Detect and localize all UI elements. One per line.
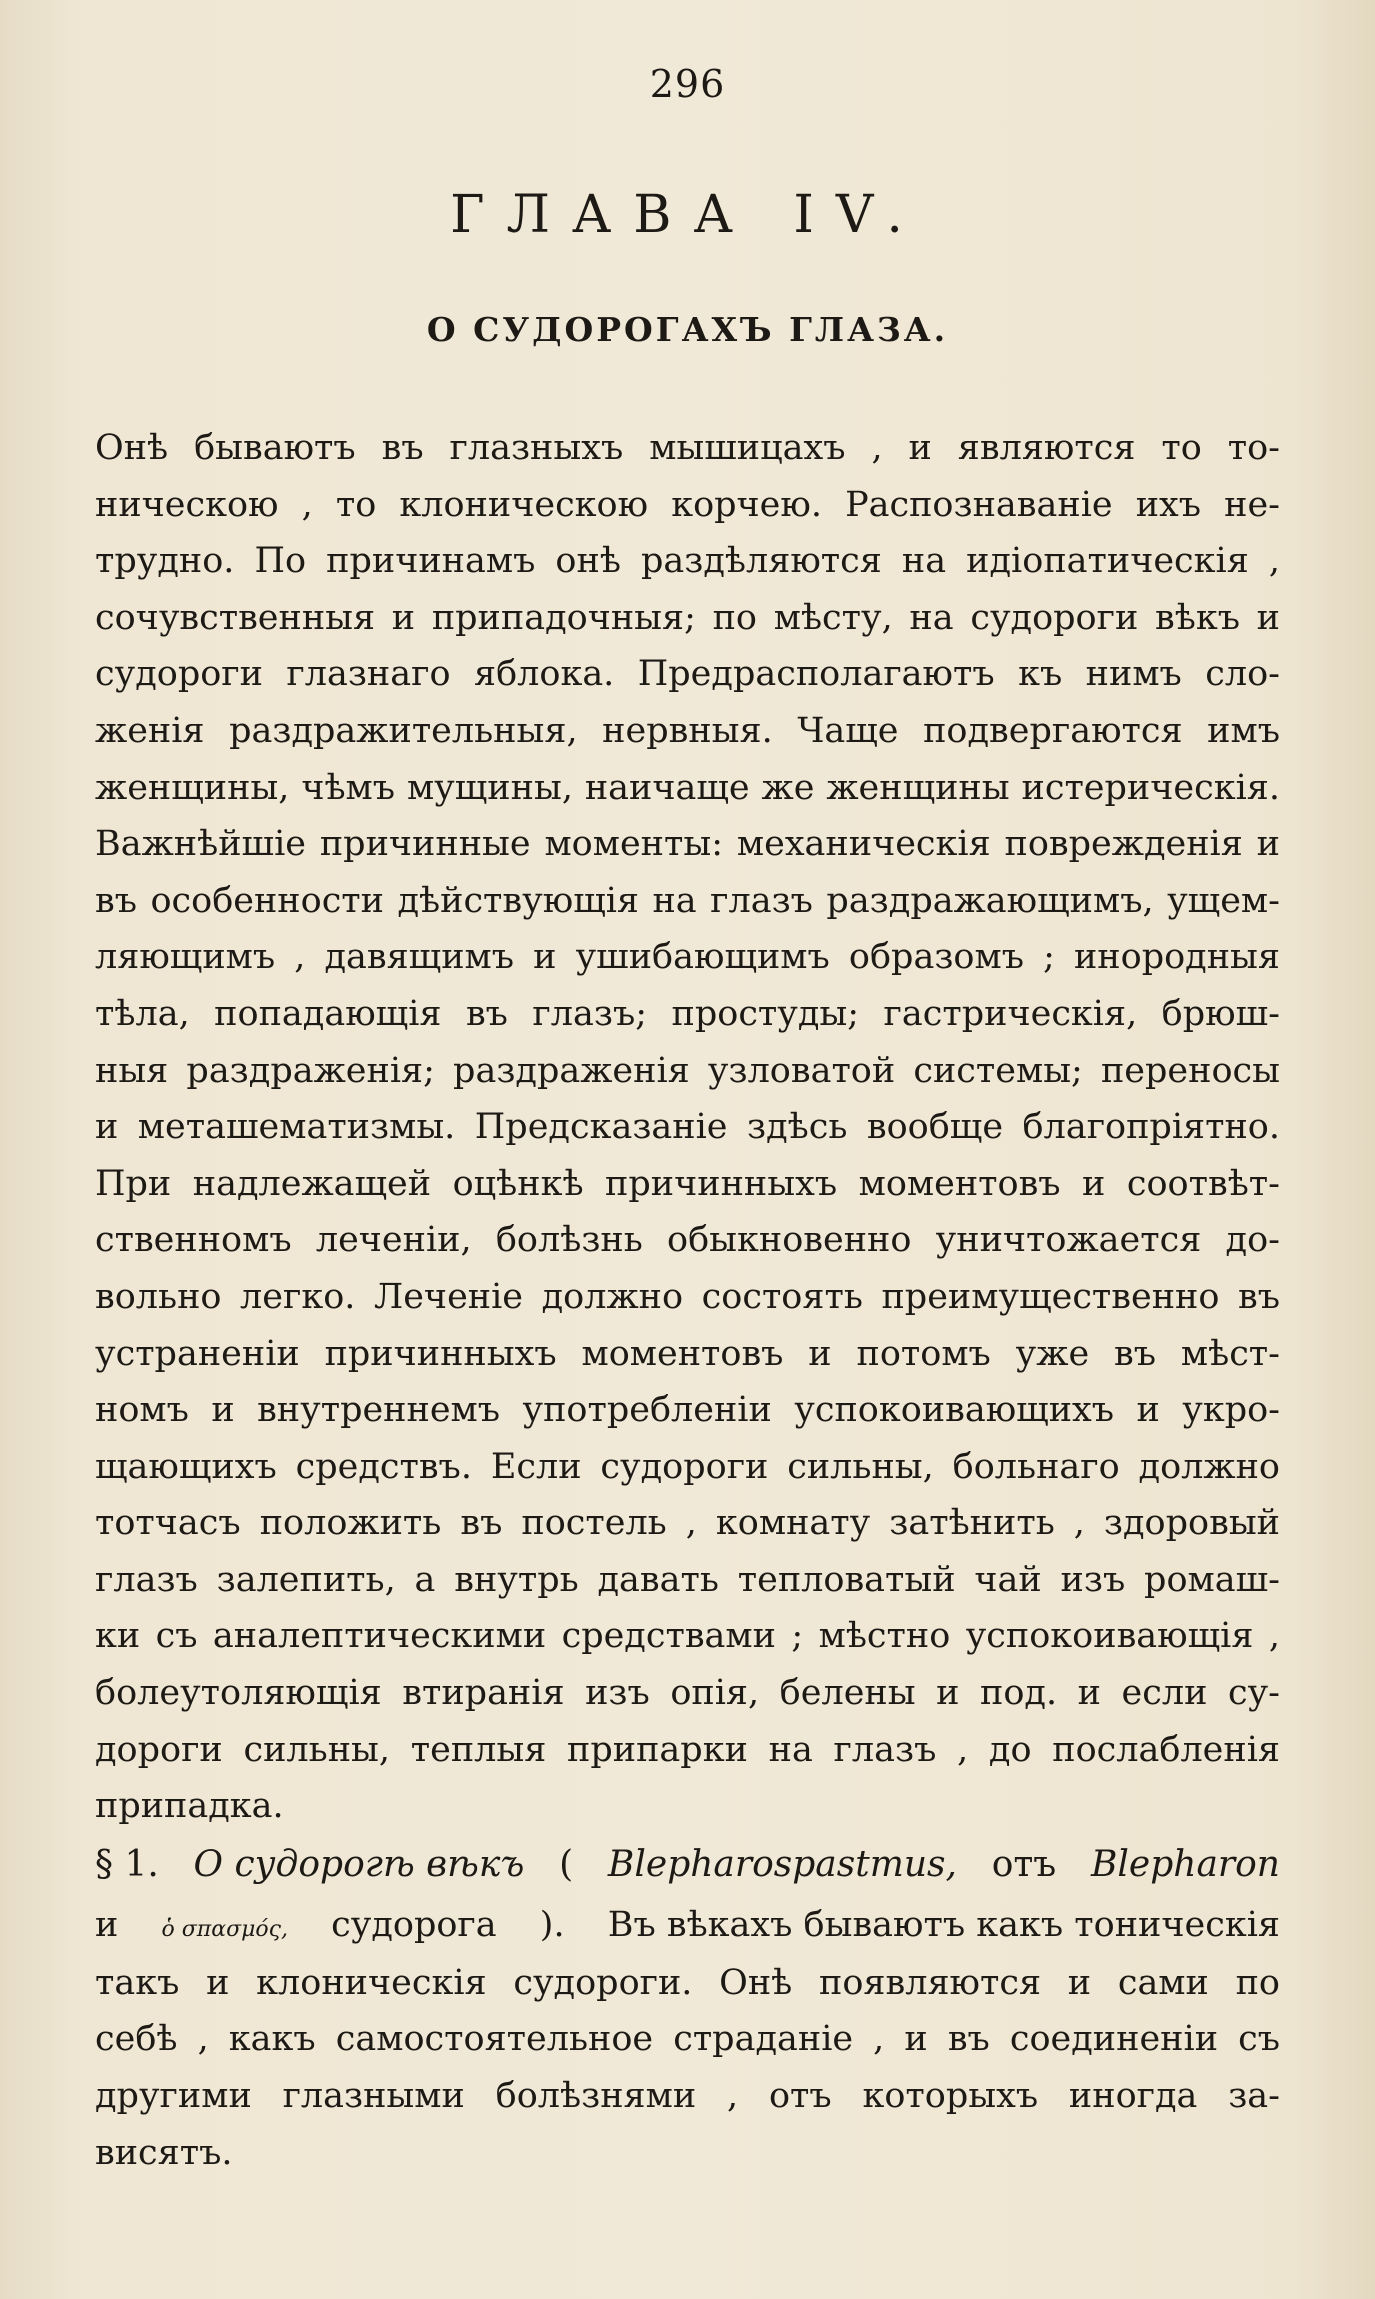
- text-line: такъ и клоническія судороги. Онѣ появляются и сами по: [95, 1962, 1280, 2003]
- section-title: О СУДОРОГАХЪ ГЛАЗА.: [426, 310, 949, 349]
- text-line: дороги сильны, теплыя припарки на глазъ , до послабленія: [95, 1729, 1280, 1770]
- text-line: ственномъ леченіи, болѣзнь обыкновенно уничтожается до-: [95, 1220, 1280, 1261]
- text-line: судороги глазнаго яблока. Предрасполагаютъ къ нимъ сло-: [95, 654, 1280, 695]
- paren-open: (: [559, 1843, 574, 1885]
- text-line: женщины, чѣмъ мущины, наичаще же женщины истерическія.: [95, 767, 1280, 808]
- text-line: устраненіи причинныхъ моментовъ и потомъ уже въ мѣст-: [95, 1333, 1280, 1374]
- latin-root: Blepharon: [1090, 1843, 1280, 1885]
- text-line: припадка.: [95, 1786, 284, 1827]
- text-line: ническою , то клоническою корчею. Распознаваніе ихъ не-: [95, 484, 1280, 525]
- latin-term: Blepharospastmus,: [607, 1843, 957, 1885]
- section-marker: § 1.: [95, 1843, 159, 1885]
- text-line: Онѣ бываютъ въ глазныхъ мышицахъ , и являются то то-: [95, 428, 1280, 468]
- text-line: тотчасъ положить въ постель , комнату затѣнить , здоровый: [95, 1503, 1280, 1544]
- text-line: въ особенности дѣйствующія на глазъ раздражающимъ, ущем-: [95, 880, 1280, 921]
- text-line: ляющимъ , давящимъ и ушибающимъ образомъ ; инородныя: [95, 937, 1280, 978]
- text-line: глазъ залепить, а внутрь давать тепловатый чай изъ ромаш-: [95, 1559, 1280, 1600]
- text-line: вольно легко. Леченіе должно состоять преимущественно въ: [95, 1276, 1280, 1317]
- text-line: ныя раздраженія; раздраженія узловатой системы; переносы: [95, 1050, 1280, 1091]
- and-word: и: [95, 1904, 119, 1945]
- text-line: щающихъ средствъ. Если судороги сильны, больнаго должно: [95, 1446, 1280, 1487]
- greek-word: ὁ σπασμός,: [161, 1916, 288, 1942]
- chapter-title: ГЛАВА IV.: [450, 185, 925, 245]
- text-line: висятъ.: [95, 2132, 233, 2173]
- text-line: При надлежащей оцѣнкѣ причинныхъ моментовъ и соотвѣт-: [95, 1163, 1280, 1204]
- from-word: отъ: [991, 1843, 1057, 1885]
- text-line: номъ и внутреннемъ употребленіи успокоивающихъ и укро-: [95, 1390, 1280, 1431]
- text-line: тѣла, попадающія въ глазъ; простуды; гастрическія, брюш-: [95, 993, 1280, 1034]
- greek-meaning: судорога: [331, 1904, 497, 1945]
- text-line: трудно. По причинамъ онѣ раздѣляются на идіопатическія ,: [95, 541, 1280, 582]
- text-line: ки съ аналептическими средствами ; мѣстно успокоивающія ,: [95, 1616, 1280, 1657]
- section-1-text: [95, 1955, 1280, 2181]
- page-number: 296: [649, 62, 726, 106]
- paren-close: ).: [539, 1904, 565, 1945]
- text-line: другими глазными болѣзнями , отъ которыхъ иногда за-: [95, 2076, 1280, 2117]
- text-line: болеутоляющія втиранія изъ опія, белены и под. и если су-: [95, 1673, 1280, 1714]
- section-1-heading-line: [95, 1835, 1280, 1895]
- section-1-line-2: [95, 1895, 1280, 1955]
- text-line: женія раздражительныя, нервныя. Чаще подвергаются имъ: [95, 710, 1280, 751]
- section-heading: О судорогѣ вѣкъ: [193, 1843, 525, 1885]
- text-line: Важнѣйшіе причинные моменты: механическія поврежденія и: [95, 824, 1280, 865]
- text-line: себѣ , какъ самостоятельное страданіе , и въ соединеніи съ: [95, 2019, 1280, 2060]
- paragraph-1: [95, 420, 1280, 1835]
- text-line: сочувственныя и припадочныя; по мѣсту, на судороги вѣкъ и: [95, 597, 1280, 638]
- line2-rest: Въ вѣкахъ бываютъ какъ тоническія: [607, 1904, 1280, 1945]
- text-line: и меташематизмы. Предсказаніе здѣсь вообще благопріятно.: [95, 1107, 1280, 1148]
- body-text: [95, 420, 1280, 2181]
